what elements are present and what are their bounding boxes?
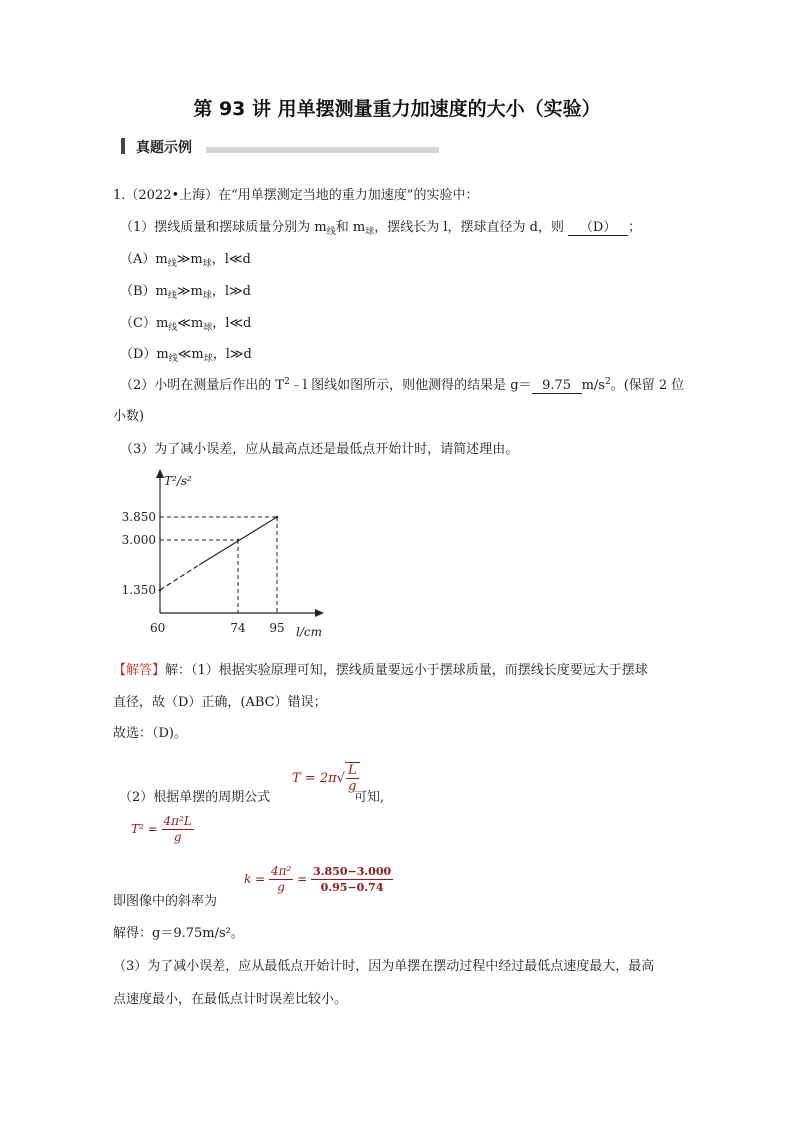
period-formula: T = 2π√ $\frac{L}{g}$: [292, 762, 360, 794]
x-tick-label: 60: [150, 621, 166, 635]
x-tick-label: 74: [230, 621, 246, 635]
solution-line-4: （2）根据单摆的周期公式: [119, 790, 271, 805]
option-d: $(D)m_线≪m_球$，l≫d: [120, 347, 252, 364]
data-point: [276, 516, 279, 519]
question-stem: 1.（2022•上海）在“用单摆测定当地的重力加速度”的实验中：: [113, 188, 479, 203]
x-tick-label: 95: [269, 621, 285, 635]
y-axis-label: T²/s²: [164, 474, 192, 488]
question-part-2-cont: 小数): [113, 409, 145, 424]
solution-line-1: 【解答】解：（1）根据实验原理可知，摆线质量要远小于摆球质量，而摆线长度要远大于摆球: [113, 663, 648, 678]
series-line-dashed: [160, 565, 199, 590]
page-title: 第 93 讲 用单摆测量重力加速度的大小（实验）: [193, 98, 601, 120]
x-axis-label: l/cm: [296, 625, 322, 639]
x-axis-arrow: [315, 609, 324, 617]
section-title: 真题示例: [136, 140, 192, 156]
solution-line-2: 直径，故（D）正确，(ABC）错误；: [113, 695, 327, 710]
y-tick-label: 3.850: [121, 510, 156, 524]
question-part-2: （2）小明在测量后作出的 $T^2﹣l$ 图线如图所示，则他测得的结果是 g＝ 9.75 $m/s^2$。(保留 2 位: [120, 377, 685, 393]
option-a: $(A)m_线≫m_球$，l≪d: [120, 252, 251, 269]
t-squared-formula: T² = $\frac{\text{4π²L}}{g}$: [131, 814, 192, 844]
question-part-1: （1）摆线质量和摆球质量分别为 $m_线$和 $m_球$，摆线长为 l，摆球直径为 d，则 （D） ；: [120, 216, 641, 236]
solution-line-5: 即图像中的斜率为: [113, 894, 218, 909]
y-axis-arrow: [156, 469, 164, 478]
option-c: $(C)m_线≪m_球$，l≪d: [120, 316, 252, 333]
option-b: $(B)m_线≫m_球$，l≫d: [120, 284, 251, 301]
solution-line-3: 故选：（D)。: [113, 726, 187, 741]
y-tick-label: 1.350: [121, 583, 156, 597]
data-point: [159, 589, 162, 592]
answer-blank-2: 9.75: [532, 378, 582, 394]
solution-line-4-end: 可知,: [354, 790, 385, 805]
solution-line-7: （3）为了减小误差，应从最低点开始计时，因为单摆在摆动过程中经过最低点速度最大，最高: [113, 959, 655, 974]
section-rule: [206, 147, 439, 153]
solution-line-6: 解得：g＝9.75m/s²。: [113, 926, 244, 941]
t2-l-chart: [100, 465, 340, 650]
y-tick-label: 3.000: [121, 533, 156, 547]
data-point: [237, 539, 240, 542]
slope-formula: k = $\frac{\text{4π²}}{g}$ = $\frac{3.850-3.000}{0.95-0.74}$: [244, 864, 392, 894]
section-marker: [121, 138, 125, 154]
solution-tag: 【解答】: [113, 663, 166, 678]
solution-line-8: 点速度最小，在最低点计时误差比较小。: [113, 992, 348, 1007]
answer-blank-1: （D）: [568, 216, 628, 236]
question-part-3: （3）为了减小误差，应从最高点还是最低点开始计时，请简述理由。: [120, 442, 519, 457]
